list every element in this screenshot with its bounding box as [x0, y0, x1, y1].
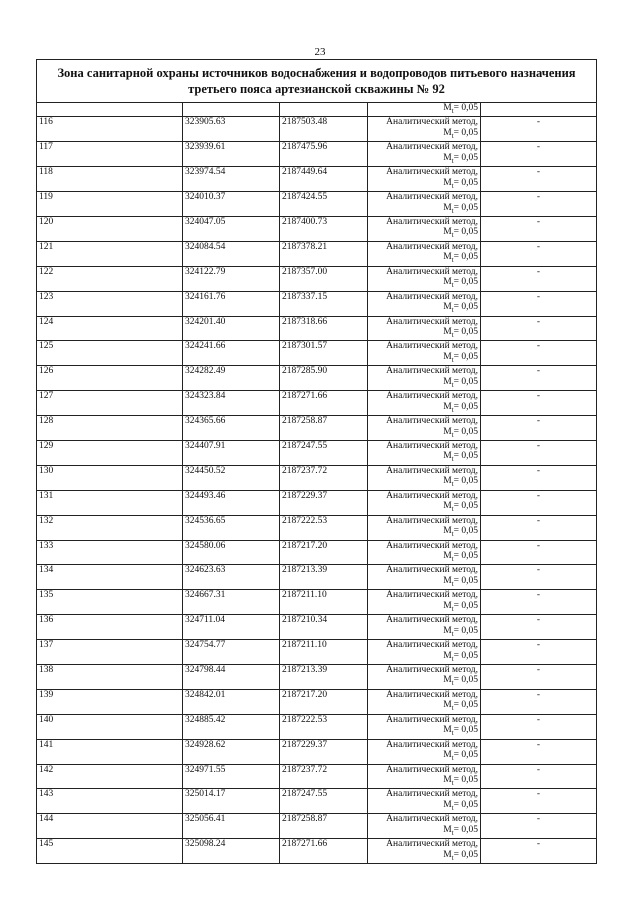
table-row [37, 689, 597, 714]
table-row [37, 142, 597, 167]
x-coordinate: 324201.40 [183, 316, 280, 341]
y-coordinate: 2187217.20 [280, 540, 368, 565]
y-coordinate: 2187222.53 [280, 515, 368, 540]
precision-value: $M_t= 0,05$ [443, 327, 478, 339]
point-number: 141 [37, 739, 183, 764]
precision-value: $M_t= 0,05$ [443, 401, 478, 414]
y-coordinate: 2187211.10 [280, 590, 368, 615]
point-number: 134 [37, 565, 183, 590]
y-coordinate: 2187400.73 [280, 216, 368, 241]
y-coordinate: 2187378.21 [280, 241, 368, 266]
x-coordinate: 324047.05 [183, 216, 280, 241]
x-coordinate: 324365.66 [183, 416, 280, 441]
method-cell [368, 540, 481, 565]
method-cell [368, 167, 481, 192]
method-label: Аналитический метод, [386, 416, 478, 427]
x-coordinate: 324623.63 [183, 565, 280, 590]
point-number: 142 [37, 764, 183, 789]
method-cell [368, 689, 481, 714]
method-cell [368, 291, 481, 316]
precision-value: $M_t= 0,05$ [443, 551, 478, 563]
precision-value: $M_t= 0,05$ [443, 501, 478, 514]
method-cell [368, 465, 481, 490]
precision-value: $M_t= 0,05$ [443, 526, 478, 539]
table-row [37, 266, 597, 291]
y-coordinate: 2187271.66 [280, 839, 368, 864]
y-coordinate: 2187258.87 [280, 416, 368, 441]
table-row [37, 515, 597, 540]
method-label: Аналитический метод, [386, 391, 478, 402]
dash-cell: - [481, 540, 597, 565]
precision-value: $M_t= 0,05$ [443, 700, 478, 713]
dash-cell: - [481, 664, 597, 689]
point-number: 143 [37, 789, 183, 814]
x-coordinate: 324754.77 [183, 640, 280, 665]
precision-value: $M_t= 0,05$ [443, 575, 478, 588]
point-number: 117 [37, 142, 183, 167]
method-label: Аналитический метод, [386, 565, 478, 576]
x-coordinate: 323939.61 [183, 142, 280, 167]
method-label: Аналитический метод, [386, 465, 478, 476]
method-label: Аналитический метод, [386, 316, 478, 327]
method-label: Аналитический метод, [386, 664, 478, 675]
table-row [37, 640, 597, 665]
table-row [37, 664, 597, 689]
y-coordinate: 2187424.55 [280, 192, 368, 217]
method-label: Аналитический метод, [386, 839, 478, 850]
x-coordinate: 324450.52 [183, 465, 280, 490]
dash-cell: - [481, 465, 597, 490]
method-label: Аналитический метод, [386, 117, 478, 128]
x-coordinate: 324711.04 [183, 615, 280, 640]
y-coordinate: 2187318.66 [280, 316, 368, 341]
method-label: Аналитический метод, [386, 590, 478, 601]
y-coordinate: 2187222.53 [280, 714, 368, 739]
y-coordinate: 2187229.37 [280, 739, 368, 764]
dash-cell: - [481, 167, 597, 192]
point-number: 140 [37, 714, 183, 739]
table-row [37, 465, 597, 490]
precision-value: $M_t= 0,05$ [443, 227, 478, 240]
method-cell [368, 490, 481, 515]
precision-symbol: $M_t= 0,05$ [443, 103, 478, 115]
method-label: Аналитический метод, [386, 341, 478, 352]
point-number: 138 [37, 664, 183, 689]
dash-cell: - [481, 366, 597, 391]
dash-cell: - [481, 515, 597, 540]
precision-value: $M_t= 0,05$ [443, 799, 478, 812]
y-coordinate: 2187301.57 [280, 341, 368, 366]
method-cell [368, 515, 481, 540]
method-label: Аналитический метод, [386, 640, 478, 651]
method-cell [368, 117, 481, 142]
method-label: Аналитический метод, [386, 739, 478, 750]
dash-cell: - [481, 689, 597, 714]
x-coordinate: 324493.46 [183, 490, 280, 515]
precision-value: $M_t= 0,05$ [443, 302, 478, 315]
precision-value: $M_t= 0,05$ [443, 202, 478, 215]
x-coordinate: 325056.41 [183, 814, 280, 839]
table-row [37, 565, 597, 590]
precision-value: $M_t= 0,05$ [443, 750, 478, 763]
x-coordinate: 324667.31 [183, 590, 280, 615]
y-coordinate: 2187337.15 [280, 291, 368, 316]
point-number: 144 [37, 814, 183, 839]
dash-cell: - [481, 640, 597, 665]
point-number: 131 [37, 490, 183, 515]
method-cell [368, 789, 481, 814]
precision-value: $M_t= 0,05$ [443, 277, 478, 290]
dash-cell: - [481, 764, 597, 789]
method-label: Аналитический метод, [386, 366, 478, 377]
y-coordinate: 2187217.20 [280, 689, 368, 714]
table-row [37, 391, 597, 416]
precision-value: $M_t= 0,05$ [443, 650, 478, 663]
method-label: Аналитический метод, [386, 167, 478, 178]
method-label: Аналитический метод, [386, 142, 478, 153]
x-coordinate: 324282.49 [183, 366, 280, 391]
method-label: Аналитический метод, [386, 241, 478, 252]
table-row [37, 416, 597, 441]
table-row [37, 241, 597, 266]
dash-cell: - [481, 117, 597, 142]
dash-cell: - [481, 216, 597, 241]
precision-value: $M_t= 0,05$ [443, 177, 478, 190]
table-row [37, 739, 597, 764]
table-title: Зона санитарной охраны источников водоснабжения и водопроводов питьевого назначения третьего пояса артезианской скважины № 92 [37, 60, 597, 103]
x-coordinate: 324084.54 [183, 241, 280, 266]
dash-cell: - [481, 814, 597, 839]
point-number: 128 [37, 416, 183, 441]
table-row [37, 814, 597, 839]
dash-cell: - [481, 341, 597, 366]
table-row [37, 167, 597, 192]
y-coordinate: 2187211.10 [280, 640, 368, 665]
point-number: 135 [37, 590, 183, 615]
continuation-precision [368, 103, 481, 117]
x-coordinate: 324885.42 [183, 714, 280, 739]
precision-value: $M_t= 0,05$ [443, 152, 478, 165]
x-coordinate: 324323.84 [183, 391, 280, 416]
y-coordinate: 2187285.90 [280, 366, 368, 391]
method-cell [368, 640, 481, 665]
method-cell [368, 615, 481, 640]
method-label: Аналитический метод, [386, 515, 478, 526]
point-number: 121 [37, 241, 183, 266]
method-cell [368, 764, 481, 789]
point-number: 129 [37, 440, 183, 465]
dash-cell: - [481, 590, 597, 615]
table-row [37, 192, 597, 217]
method-label: Аналитический метод, [386, 615, 478, 626]
x-coordinate: 325098.24 [183, 839, 280, 864]
table-row [37, 117, 597, 142]
y-coordinate: 2187237.72 [280, 764, 368, 789]
method-label: Аналитический метод, [386, 789, 478, 800]
method-cell [368, 341, 481, 366]
precision-value: $M_t= 0,05$ [443, 600, 478, 613]
method-cell [368, 266, 481, 291]
dash-cell: - [481, 789, 597, 814]
table-row [37, 216, 597, 241]
dash-cell: - [481, 490, 597, 515]
method-cell [368, 366, 481, 391]
point-number: 122 [37, 266, 183, 291]
method-cell [368, 192, 481, 217]
y-coordinate: 2187271.66 [280, 391, 368, 416]
method-cell [368, 565, 481, 590]
method-cell [368, 241, 481, 266]
continuation-row [37, 103, 597, 117]
point-number: 120 [37, 216, 183, 241]
table-row [37, 316, 597, 341]
table-row [37, 839, 597, 864]
method-cell [368, 814, 481, 839]
x-coordinate: 324010.37 [183, 192, 280, 217]
method-label: Аналитический метод, [386, 764, 478, 775]
dash-cell: - [481, 266, 597, 291]
x-coordinate: 324536.65 [183, 515, 280, 540]
point-number: 125 [37, 341, 183, 366]
dash-cell: - [481, 241, 597, 266]
precision-value: $M_t= 0,05$ [443, 426, 478, 439]
table-row [37, 764, 597, 789]
dash-cell: - [481, 440, 597, 465]
point-number: 133 [37, 540, 183, 565]
x-coordinate: 324407.91 [183, 440, 280, 465]
point-number: 127 [37, 391, 183, 416]
precision-value: $M_t= 0,05$ [443, 775, 478, 787]
precision-value: $M_t= 0,05$ [443, 451, 478, 464]
x-coordinate: 323974.54 [183, 167, 280, 192]
y-coordinate: 2187247.55 [280, 440, 368, 465]
precision-value: $M_t= 0,05$ [443, 675, 478, 688]
x-coordinate: 324122.79 [183, 266, 280, 291]
method-cell [368, 714, 481, 739]
method-label: Аналитический метод, [386, 440, 478, 451]
x-coordinate: 325014.17 [183, 789, 280, 814]
table-row [37, 714, 597, 739]
point-number: 119 [37, 192, 183, 217]
method-cell [368, 416, 481, 441]
point-number: 123 [37, 291, 183, 316]
table-row [37, 540, 597, 565]
point-number: 137 [37, 640, 183, 665]
dash-cell: - [481, 316, 597, 341]
y-coordinate: 2187357.00 [280, 266, 368, 291]
table-row [37, 440, 597, 465]
method-cell [368, 391, 481, 416]
point-number: 139 [37, 689, 183, 714]
x-coordinate: 324842.01 [183, 689, 280, 714]
method-label: Аналитический метод, [386, 216, 478, 227]
method-label: Аналитический метод, [386, 291, 478, 302]
x-coordinate: 324971.55 [183, 764, 280, 789]
y-coordinate: 2187213.39 [280, 565, 368, 590]
method-cell [368, 664, 481, 689]
table-row [37, 789, 597, 814]
table-row [37, 615, 597, 640]
method-label: Аналитический метод, [386, 689, 478, 700]
precision-value: $M_t= 0,05$ [443, 824, 478, 837]
point-number: 130 [37, 465, 183, 490]
dash-cell: - [481, 291, 597, 316]
point-number: 124 [37, 316, 183, 341]
x-coordinate: 324161.76 [183, 291, 280, 316]
method-cell [368, 316, 481, 341]
table-row [37, 341, 597, 366]
dash-cell: - [481, 714, 597, 739]
table-row [37, 590, 597, 615]
table-row [37, 291, 597, 316]
x-coordinate: 324241.66 [183, 341, 280, 366]
point-number: 116 [37, 117, 183, 142]
precision-value: $M_t= 0,05$ [443, 252, 478, 265]
y-coordinate: 2187503.48 [280, 117, 368, 142]
table-row [37, 490, 597, 515]
precision-value: $M_t= 0,05$ [443, 376, 478, 389]
method-label: Аналитический метод, [386, 540, 478, 551]
y-coordinate: 2187475.96 [280, 142, 368, 167]
dash-cell: - [481, 839, 597, 864]
x-coordinate: 323905.63 [183, 117, 280, 142]
x-coordinate: 324928.62 [183, 739, 280, 764]
method-label: Аналитический метод, [386, 714, 478, 725]
precision-value: $M_t= 0,05$ [443, 849, 478, 862]
y-coordinate: 2187247.55 [280, 789, 368, 814]
point-number: 118 [37, 167, 183, 192]
method-cell [368, 440, 481, 465]
point-number: 136 [37, 615, 183, 640]
dash-cell: - [481, 192, 597, 217]
precision-value: $M_t= 0,05$ [443, 725, 478, 738]
method-cell [368, 590, 481, 615]
method-cell [368, 839, 481, 864]
method-label: Аналитический метод, [386, 266, 478, 277]
method-label: Аналитический метод, [386, 490, 478, 501]
method-label: Аналитический метод, [386, 814, 478, 825]
dash-cell: - [481, 739, 597, 764]
y-coordinate: 2187237.72 [280, 465, 368, 490]
dash-cell: - [481, 416, 597, 441]
y-coordinate: 2187210.34 [280, 615, 368, 640]
point-number: 126 [37, 366, 183, 391]
precision-value: $M_t= 0,05$ [443, 476, 478, 489]
x-coordinate: 324580.06 [183, 540, 280, 565]
precision-value: $M_t= 0,05$ [443, 127, 478, 140]
method-cell [368, 142, 481, 167]
point-number: 132 [37, 515, 183, 540]
precision-value: $M_t= 0,05$ [443, 625, 478, 638]
point-number: 145 [37, 839, 183, 864]
precision-value: $M_t= 0,05$ [443, 351, 478, 364]
table-row [37, 366, 597, 391]
y-coordinate: 2187229.37 [280, 490, 368, 515]
method-label: Аналитический метод, [386, 192, 478, 203]
y-coordinate: 2187213.39 [280, 664, 368, 689]
y-coordinate: 2187449.64 [280, 167, 368, 192]
dash-cell: - [481, 565, 597, 590]
page-number: 23 [314, 46, 326, 58]
dash-cell: - [481, 391, 597, 416]
dash-cell: - [481, 142, 597, 167]
dash-cell: - [481, 615, 597, 640]
coordinates-table [36, 59, 597, 864]
method-cell [368, 216, 481, 241]
method-cell [368, 739, 481, 764]
y-coordinate: 2187258.87 [280, 814, 368, 839]
x-coordinate: 324798.44 [183, 664, 280, 689]
